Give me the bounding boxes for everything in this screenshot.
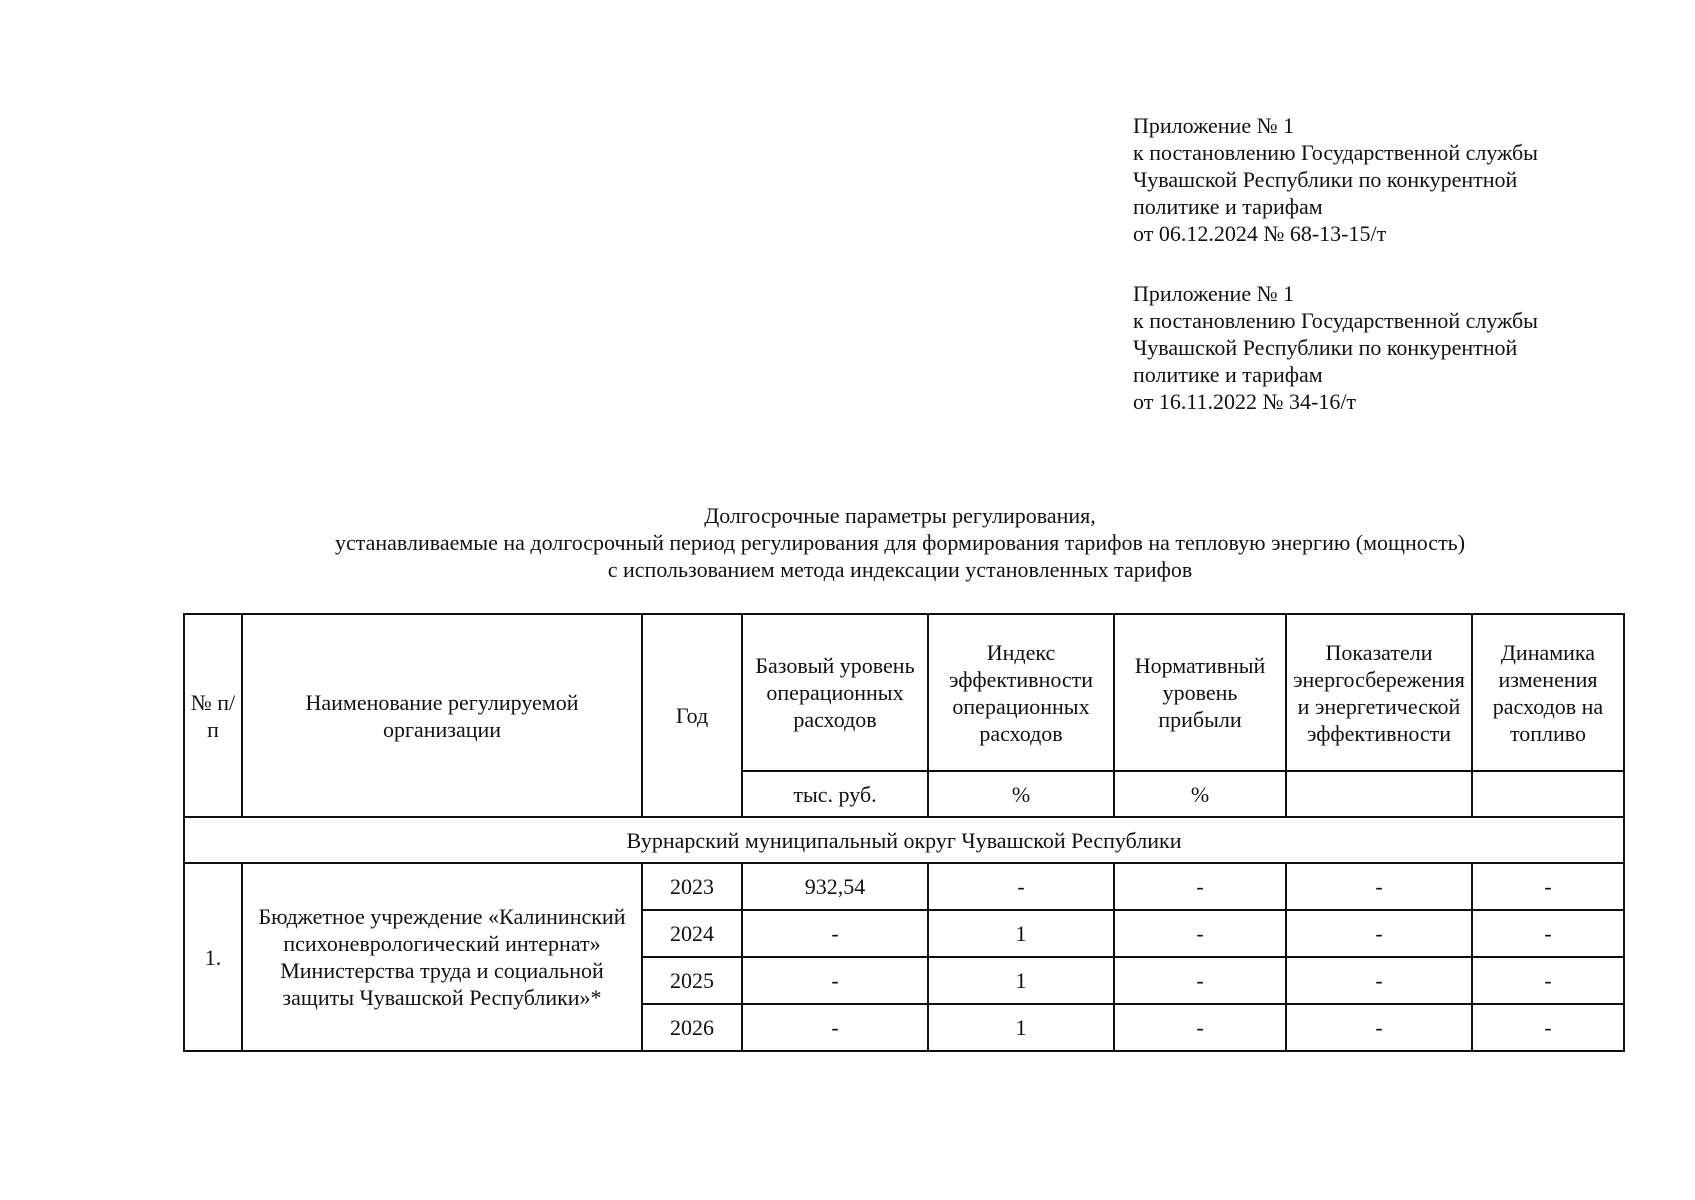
- cell-energy-saving: -: [1286, 910, 1472, 957]
- cell-fuel-dynamics: -: [1472, 1004, 1624, 1051]
- unit-efficiency-index: %: [928, 771, 1114, 817]
- cell-year: 2023: [642, 863, 742, 910]
- cell-year: 2024: [642, 910, 742, 957]
- table-row: [184, 863, 1624, 910]
- header-num: № п/п: [184, 614, 242, 817]
- appendix-line: политике и тарифам: [1133, 362, 1323, 387]
- appendix-line: политике и тарифам: [1133, 194, 1323, 219]
- appendix-line: Приложение № 1: [1133, 113, 1295, 138]
- header-energy-saving: Показатели энергосбережения и энергетической эффективности: [1286, 614, 1472, 771]
- unit-base-level: тыс. руб.: [742, 771, 928, 817]
- header-name: Наименование регулируемой организации: [242, 614, 642, 817]
- unit-fuel-dynamics: [1472, 771, 1624, 817]
- region-name: Вурнарский муниципальный округ Чувашской Республики: [184, 817, 1624, 863]
- appendix-line: Приложение № 1: [1133, 281, 1295, 306]
- cell-efficiency-index: 1: [928, 957, 1114, 1004]
- title-line: с использованием метода индексации установленных тарифов: [607, 557, 1193, 582]
- appendix-line: к постановлению Государственной службы: [1133, 308, 1538, 333]
- cell-base-level: -: [742, 910, 928, 957]
- appendix-block-previous: [1133, 280, 1653, 415]
- cell-fuel-dynamics: -: [1472, 910, 1624, 957]
- cell-year: 2025: [642, 957, 742, 1004]
- appendix-line: от 16.11.2022 № 34-16/т: [1133, 389, 1357, 414]
- cell-base-level: -: [742, 1004, 928, 1051]
- title-line: устанавливаемые на долгосрочный период регулирования для формирования тарифов на тепловую энергию (мощность): [334, 530, 1466, 555]
- cell-year: 2026: [642, 1004, 742, 1051]
- cell-profit-level: -: [1114, 910, 1286, 957]
- cell-efficiency-index: -: [928, 863, 1114, 910]
- cell-energy-saving: -: [1286, 1004, 1472, 1051]
- org-name: Бюджетное учреждение «Калининский психоневрологический интернат» Министерства труда и социальной защиты Чувашской Республики»*: [242, 863, 642, 1051]
- header-fuel-dynamics: Динамика изменения расходов на топливо: [1472, 614, 1624, 771]
- cell-profit-level: -: [1114, 957, 1286, 1004]
- cell-energy-saving: -: [1286, 863, 1472, 910]
- appendix-line: к постановлению Государственной службы: [1133, 140, 1538, 165]
- title-line: Долгосрочные параметры регулирования,: [704, 503, 1096, 528]
- cell-fuel-dynamics: -: [1472, 957, 1624, 1004]
- header-row: [184, 614, 1624, 771]
- unit-profit-level: %: [1114, 771, 1286, 817]
- cell-efficiency-index: 1: [928, 910, 1114, 957]
- cell-fuel-dynamics: -: [1472, 863, 1624, 910]
- cell-efficiency-index: 1: [928, 1004, 1114, 1051]
- cell-profit-level: -: [1114, 863, 1286, 910]
- unit-energy-saving: [1286, 771, 1472, 817]
- document-title: [180, 502, 1620, 583]
- region-row: [184, 817, 1624, 863]
- header-base-level: Базовый уровень операционных расходов: [742, 614, 928, 771]
- cell-energy-saving: -: [1286, 957, 1472, 1004]
- cell-base-level: 932,54: [742, 863, 928, 910]
- cell-profit-level: -: [1114, 1004, 1286, 1051]
- appendix-line: от 06.12.2024 № 68-13-15/т: [1133, 221, 1387, 246]
- appendix-line: Чувашской Республики по конкурентной: [1133, 167, 1518, 192]
- header-year: Год: [642, 614, 742, 817]
- cell-base-level: -: [742, 957, 928, 1004]
- header-efficiency-index: Индекс эффективности операционных расходов: [928, 614, 1114, 771]
- org-num: 1.: [184, 863, 242, 1051]
- parameters-table: [183, 613, 1625, 1052]
- appendix-block-current: [1133, 112, 1653, 247]
- header-profit-level: Нормативный уровень прибыли: [1114, 614, 1286, 771]
- appendix-line: Чувашской Республики по конкурентной: [1133, 335, 1518, 360]
